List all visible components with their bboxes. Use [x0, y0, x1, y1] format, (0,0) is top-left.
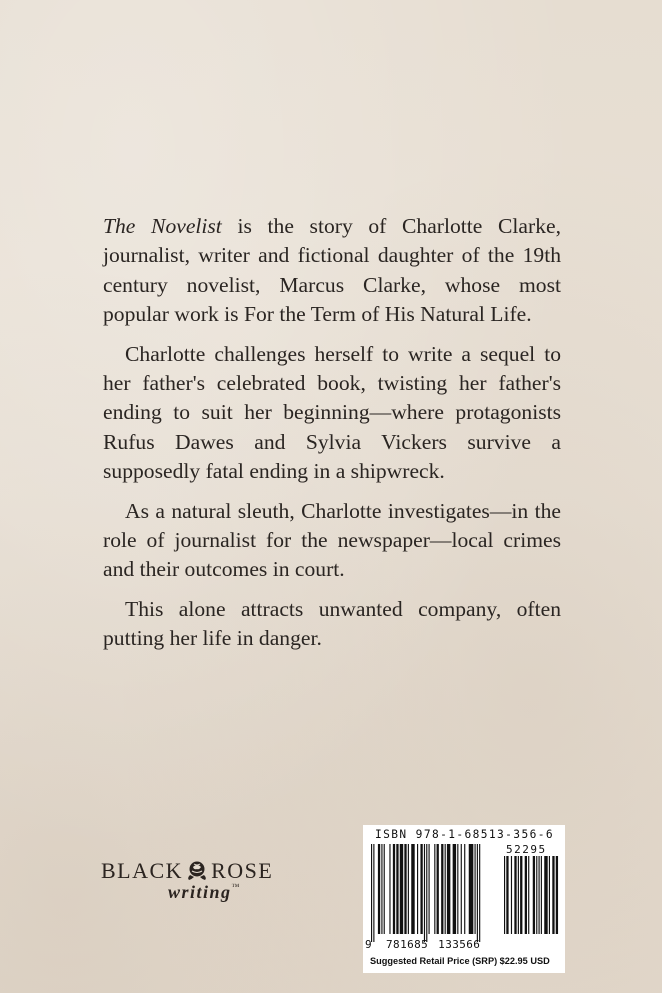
rose-icon	[185, 859, 209, 881]
blurb-paragraph-4: This alone attracts unwanted company, often putting her life in danger.	[103, 596, 561, 651]
book-title: The Novelist	[103, 214, 222, 238]
trademark: ™	[231, 882, 241, 891]
ean-barcode	[371, 844, 502, 942]
blurb-p1-text: is the story of Charlotte Clarke, journalist, writer and fictional daughter of the 19th century novelist, Marcus Clarke, whose most popular work is For the Term of His Natural Life.	[103, 214, 561, 327]
suggested-retail-price: Suggested Retail Price (SRP) $22.95 USD	[370, 956, 550, 966]
barcode-digit-first: 9	[365, 938, 373, 951]
price-code: 52295	[506, 843, 547, 856]
publisher-logo	[101, 858, 276, 906]
logo-subword	[168, 882, 241, 903]
blurb-paragraph-2: Charlotte challenges herself to write a sequel to her father's celebrated book, twisting her father's ending to suit her beginning—where protagonists Rufus Dawes and Sylvia Vickers survive a supposedly fatal ending in a shipwreck.	[103, 341, 561, 484]
isbn-number: ISBN 978-1-68513-356-6	[375, 828, 554, 841]
barcode-digits	[365, 938, 480, 951]
blurb	[103, 212, 561, 664]
blurb-paragraph-3: As a natural sleuth, Charlotte investigates—in the role of journalist for the newspaper—local crimes and their outcomes in court.	[103, 498, 561, 582]
blurb-paragraph-1	[103, 212, 561, 330]
logo-word-writing: writing	[168, 882, 232, 902]
barcode-digits-left: 781685	[386, 938, 429, 951]
logo-word-black: BLACK	[101, 858, 184, 883]
logo-wordmark	[101, 858, 273, 884]
addon-barcode	[504, 856, 560, 942]
logo-word-rose: ROSE	[211, 858, 274, 883]
barcode-digits-right: 133566	[438, 938, 481, 951]
barcode-block	[363, 825, 565, 973]
